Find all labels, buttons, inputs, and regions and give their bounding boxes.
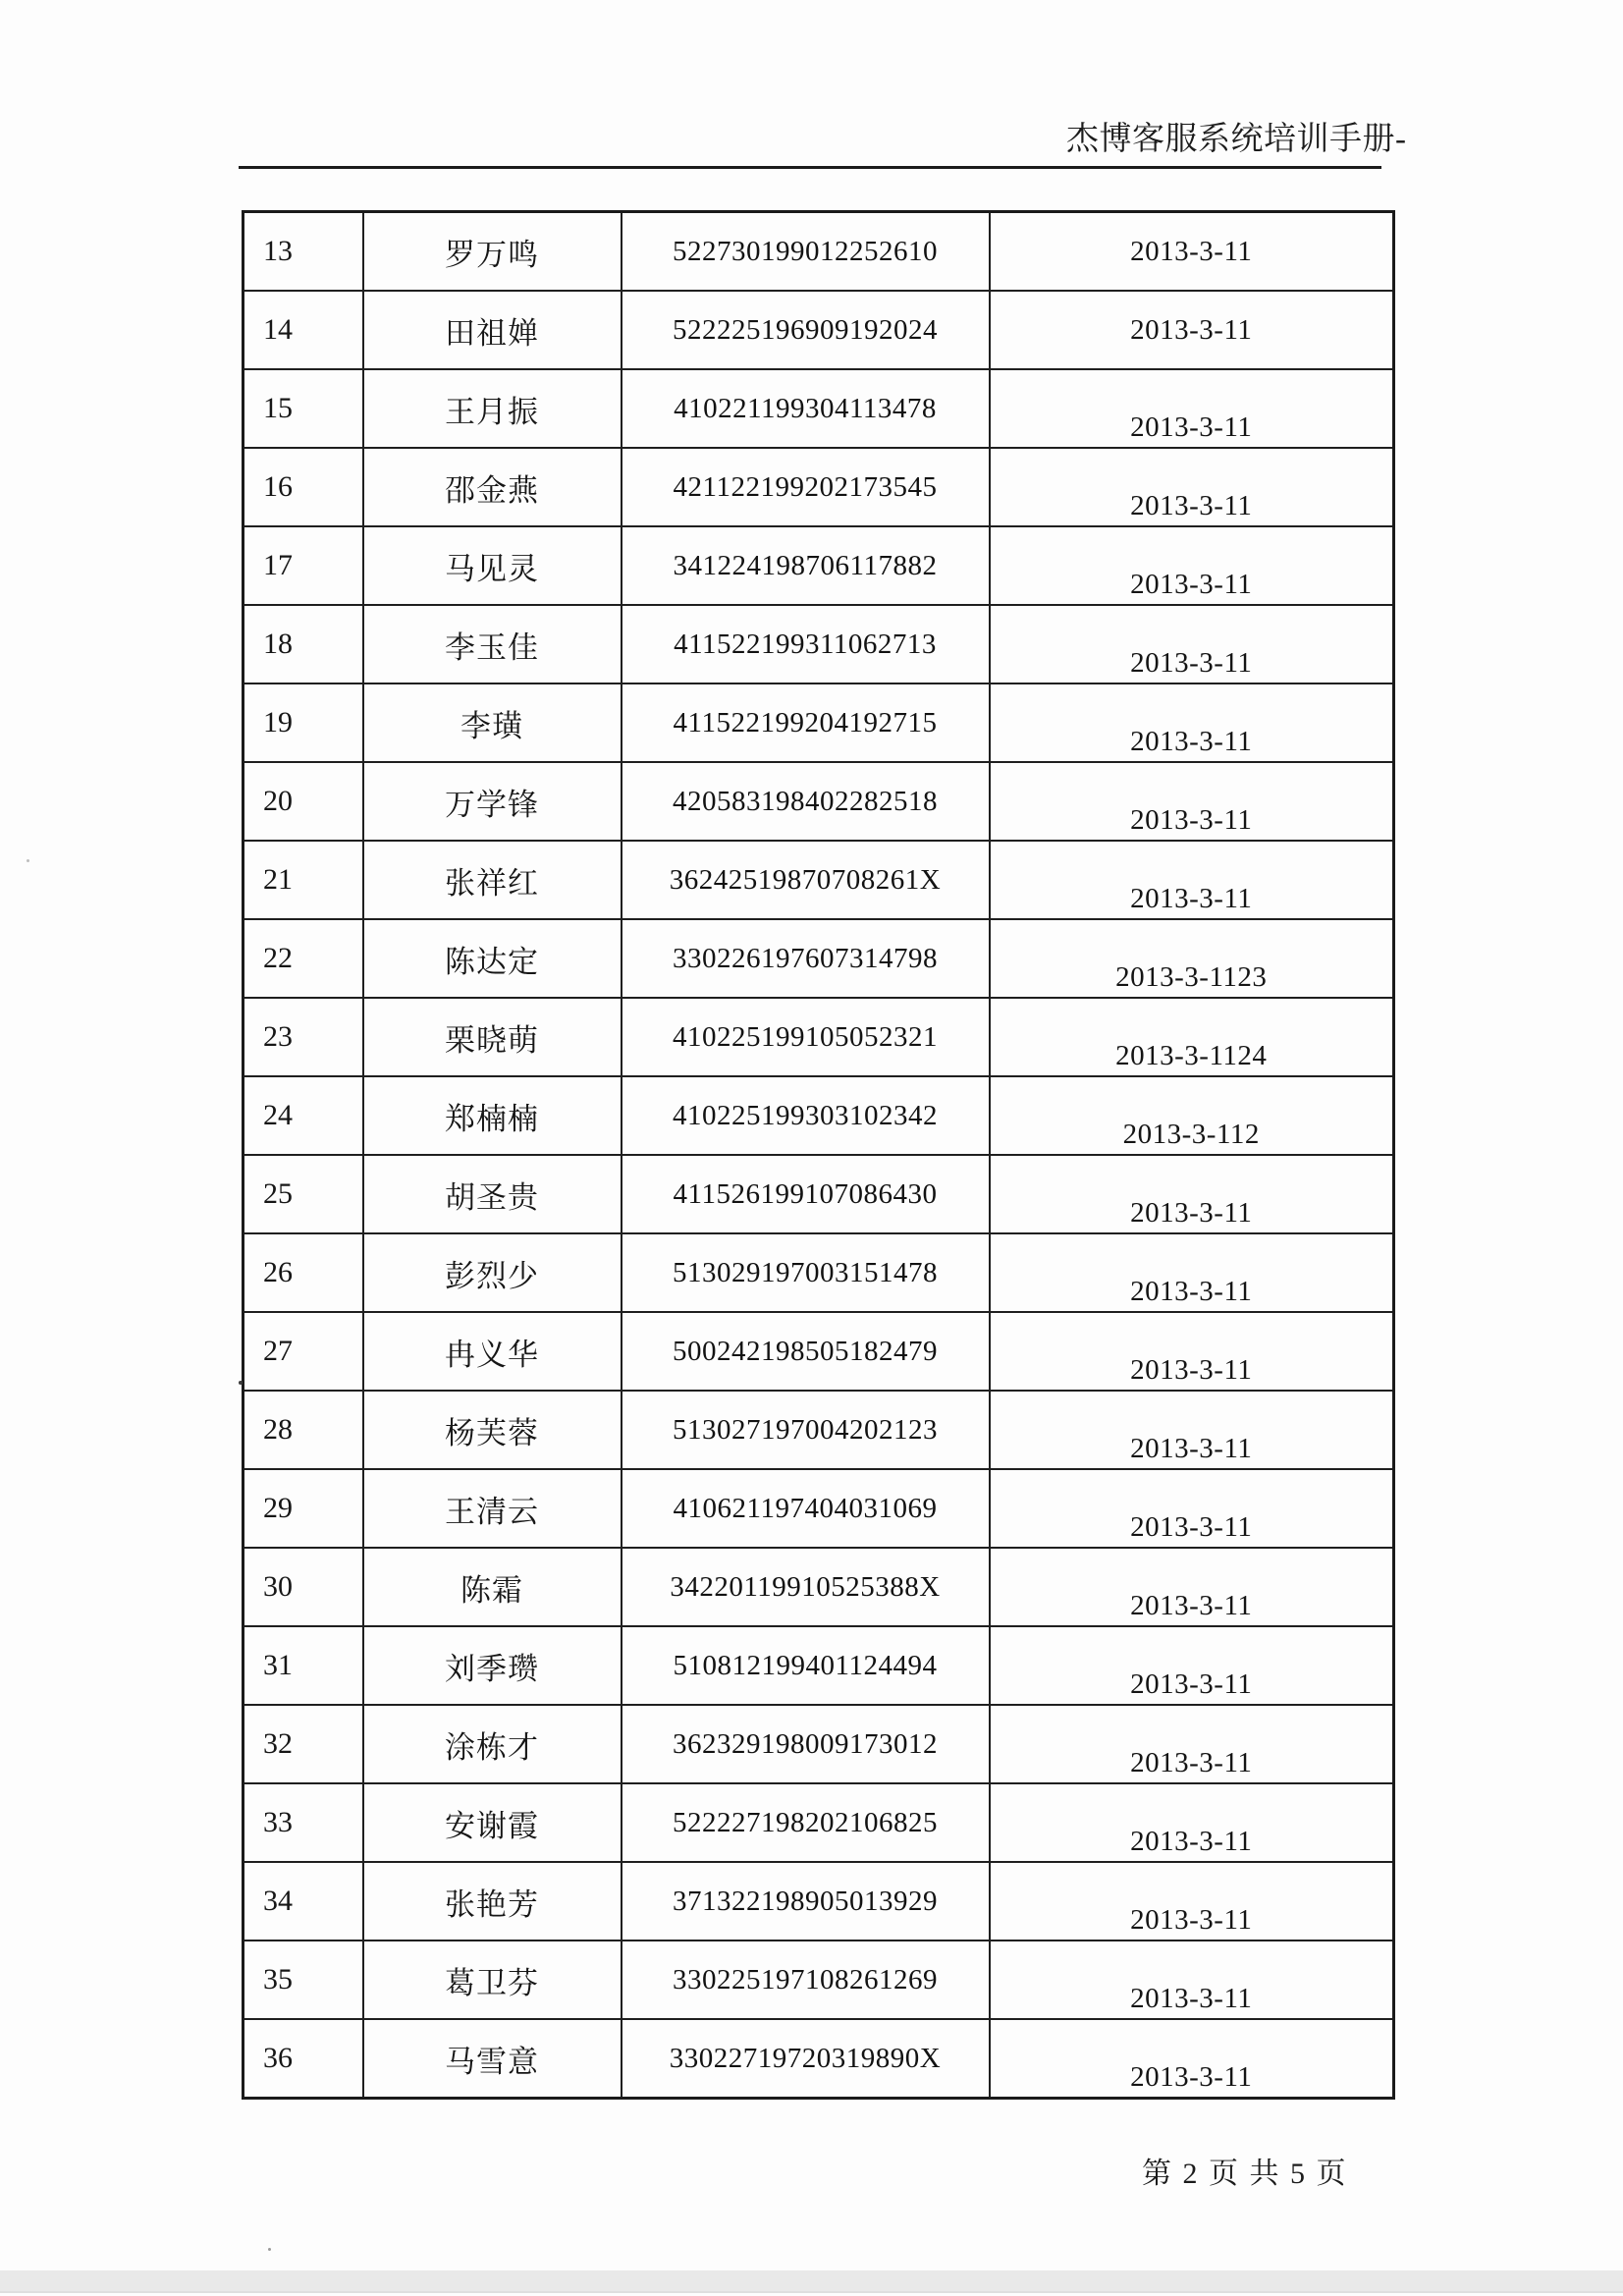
name-cell — [363, 1705, 622, 1783]
date-value: 2013-3-11 — [1130, 882, 1253, 914]
id-number: 371322198905013929 — [673, 1885, 938, 1917]
table-row — [243, 369, 1394, 448]
id-number: 411522199204192715 — [673, 706, 938, 738]
row-number: 25 — [263, 1177, 293, 1210]
date-cell — [990, 369, 1394, 448]
date-value: 2013-3-11 — [1130, 1510, 1253, 1543]
row-number-cell — [243, 212, 363, 292]
id-number: 420583198402282518 — [673, 785, 938, 817]
table-row — [243, 1862, 1394, 1941]
id-number: 500242198505182479 — [673, 1335, 938, 1367]
person-name: 陈达定 — [445, 944, 539, 979]
table-row — [243, 1941, 1394, 2019]
row-number-cell — [243, 762, 363, 841]
person-name: 杨芙蓉 — [445, 1415, 539, 1450]
name-cell — [363, 1233, 622, 1312]
date-value: 2013-3-11 — [1130, 410, 1253, 443]
row-number-cell — [243, 998, 363, 1076]
id-number-cell — [622, 1626, 990, 1705]
id-number: 513027197004202123 — [673, 1413, 938, 1446]
person-name: 邵金燕 — [445, 472, 539, 508]
name-cell — [363, 1469, 622, 1548]
date-cell — [990, 448, 1394, 526]
row-number-cell — [243, 1076, 363, 1155]
row-number: 17 — [263, 549, 293, 581]
id-number: 513029197003151478 — [673, 1256, 938, 1288]
date-value: 2013-3-11 — [1130, 1275, 1253, 1307]
id-number-cell — [622, 1469, 990, 1548]
name-cell — [363, 1391, 622, 1469]
date-value: 2013-3-11 — [1130, 646, 1253, 679]
row-number-cell — [243, 448, 363, 526]
table-row — [243, 1548, 1394, 1626]
date-value: 2013-3-11 — [1130, 1196, 1253, 1229]
row-number-cell — [243, 369, 363, 448]
row-number-cell — [243, 919, 363, 998]
date-value: 2013-3-11 — [1130, 1825, 1253, 1857]
person-name: 涂栋才 — [445, 1729, 539, 1765]
row-number: 30 — [263, 1570, 293, 1603]
date-cell — [990, 1941, 1394, 2019]
id-number-cell — [622, 1705, 990, 1783]
name-cell — [363, 1862, 622, 1941]
person-name: 彭烈少 — [445, 1258, 539, 1293]
name-cell — [363, 1626, 622, 1705]
id-number: 330226197607314798 — [673, 942, 938, 974]
person-name: 马雪意 — [445, 2044, 539, 2079]
person-name: 张艳芳 — [445, 1886, 539, 1922]
id-number: 341224198706117882 — [673, 549, 938, 581]
id-number: 410225199303102342 — [673, 1099, 938, 1131]
date-cell — [990, 1391, 1394, 1469]
name-cell — [363, 762, 622, 841]
person-name: 王清云 — [445, 1494, 539, 1529]
row-number-cell — [243, 1155, 363, 1233]
table-row — [243, 683, 1394, 762]
id-number: 522225196909192024 — [673, 313, 938, 346]
id-number-cell — [622, 1862, 990, 1941]
name-cell — [363, 1941, 622, 2019]
date-value: 2013-3-11 — [1130, 2060, 1253, 2093]
row-number: 24 — [263, 1099, 293, 1131]
row-number: 35 — [263, 1963, 293, 1995]
row-number-cell — [243, 1862, 363, 1941]
date-cell — [990, 1233, 1394, 1312]
row-number: 18 — [263, 628, 293, 660]
row-number: 28 — [263, 1413, 293, 1446]
id-number-cell — [622, 1391, 990, 1469]
name-cell — [363, 605, 622, 683]
name-cell — [363, 212, 622, 292]
row-number: 29 — [263, 1492, 293, 1524]
row-number-cell — [243, 1705, 363, 1783]
row-number: 21 — [263, 863, 293, 896]
page-number-footer: 第 2 页 共 5 页 — [1142, 2158, 1348, 2190]
table-row — [243, 1783, 1394, 1862]
date-value: 2013-3-1123 — [1115, 960, 1268, 993]
name-cell — [363, 683, 622, 762]
name-cell — [363, 291, 622, 369]
date-cell — [990, 683, 1394, 762]
date-cell — [990, 762, 1394, 841]
person-name: 安谢霞 — [445, 1808, 539, 1843]
person-name: 李玉佳 — [445, 629, 539, 665]
row-number: 32 — [263, 1727, 293, 1760]
scan-speck — [268, 2248, 271, 2251]
row-number-cell — [243, 291, 363, 369]
row-number: 36 — [263, 2042, 293, 2074]
person-name: 陈霜 — [460, 1572, 523, 1608]
row-number-cell — [243, 1783, 363, 1862]
person-name: 刘季瓒 — [445, 1651, 539, 1686]
table-row — [243, 1233, 1394, 1312]
id-number: 410221199304113478 — [674, 392, 937, 424]
id-number: 410225199105052321 — [673, 1020, 938, 1053]
id-number: 36242519870708261X — [669, 863, 942, 896]
table-row — [243, 1626, 1394, 1705]
date-cell — [990, 1469, 1394, 1548]
id-number: 362329198009173012 — [673, 1727, 938, 1760]
person-name: 张祥红 — [445, 865, 539, 901]
row-number: 14 — [263, 313, 293, 346]
trainee-roster-table — [242, 210, 1395, 2100]
name-cell — [363, 1076, 622, 1155]
date-value: 2013-3-11 — [1130, 803, 1253, 836]
name-cell — [363, 998, 622, 1076]
scan-speck — [239, 1381, 243, 1385]
table-row — [243, 762, 1394, 841]
person-name: 冉义华 — [445, 1337, 539, 1372]
date-value: 2013-3-11 — [1130, 489, 1253, 521]
name-cell — [363, 841, 622, 919]
id-number-cell — [622, 526, 990, 605]
row-number-cell — [243, 1941, 363, 2019]
table-row — [243, 1391, 1394, 1469]
row-number-cell — [243, 526, 363, 605]
date-value: 2013-3-112 — [1122, 1118, 1260, 1150]
id-number-cell — [622, 291, 990, 369]
table-row — [243, 448, 1394, 526]
date-cell — [990, 841, 1394, 919]
id-number-cell — [622, 998, 990, 1076]
date-cell — [990, 212, 1394, 292]
person-name: 马见灵 — [445, 551, 539, 586]
row-number: 19 — [263, 706, 293, 738]
id-number: 34220119910525388X — [670, 1570, 941, 1603]
id-number-cell — [622, 762, 990, 841]
date-cell — [990, 919, 1394, 998]
name-cell — [363, 1548, 622, 1626]
date-value: 2013-3-11 — [1130, 1746, 1253, 1778]
row-number-cell — [243, 2019, 363, 2099]
id-number-cell — [622, 1233, 990, 1312]
table-row — [243, 841, 1394, 919]
row-number: 27 — [263, 1335, 293, 1367]
date-cell — [990, 1783, 1394, 1862]
row-number: 26 — [263, 1256, 293, 1288]
id-number: 510812199401124494 — [673, 1649, 938, 1681]
table-row — [243, 919, 1394, 998]
row-number: 31 — [263, 1649, 293, 1681]
date-cell — [990, 2019, 1394, 2099]
id-number: 522227198202106825 — [673, 1806, 938, 1838]
table-row — [243, 1312, 1394, 1391]
person-name: 郑楠楠 — [445, 1101, 539, 1136]
row-number: 13 — [263, 235, 293, 267]
id-number-cell — [622, 841, 990, 919]
person-name: 王月振 — [445, 394, 539, 429]
scan-speck — [27, 859, 29, 862]
table-row — [243, 1469, 1394, 1548]
id-number: 410621197404031069 — [673, 1492, 938, 1524]
name-cell — [363, 369, 622, 448]
date-value: 2013-3-11 — [1130, 235, 1253, 267]
id-number-cell — [622, 212, 990, 292]
row-number: 33 — [263, 1806, 293, 1838]
table-row — [243, 2019, 1394, 2099]
date-value: 2013-3-11 — [1130, 1353, 1253, 1386]
date-cell — [990, 1076, 1394, 1155]
scan-edge-band — [0, 2270, 1623, 2293]
date-value: 2013-3-11 — [1130, 725, 1253, 757]
table-row — [243, 1705, 1394, 1783]
date-cell — [990, 1155, 1394, 1233]
date-cell — [990, 1705, 1394, 1783]
row-number: 15 — [263, 392, 293, 424]
table-row — [243, 526, 1394, 605]
person-name: 田祖婵 — [445, 315, 539, 351]
date-cell — [990, 1862, 1394, 1941]
date-cell — [990, 998, 1394, 1076]
date-value: 2013-3-11 — [1130, 568, 1253, 600]
row-number-cell — [243, 1233, 363, 1312]
id-number: 522730199012252610 — [673, 235, 938, 267]
name-cell — [363, 1312, 622, 1391]
date-value: 2013-3-11 — [1130, 1667, 1253, 1700]
header-underline — [239, 166, 1381, 169]
id-number: 411522199311062713 — [674, 628, 937, 660]
row-number-cell — [243, 1312, 363, 1391]
id-number-cell — [622, 919, 990, 998]
date-value: 2013-3-11 — [1130, 313, 1253, 346]
table-row — [243, 1076, 1394, 1155]
row-number-cell — [243, 683, 363, 762]
id-number: 330225197108261269 — [673, 1963, 938, 1995]
id-number-cell — [622, 1155, 990, 1233]
id-number-cell — [622, 1548, 990, 1626]
person-name: 胡圣贵 — [445, 1179, 539, 1215]
id-number-cell — [622, 683, 990, 762]
date-value: 2013-3-11 — [1130, 1982, 1253, 2014]
person-name: 万学锋 — [445, 787, 539, 822]
id-number-cell — [622, 1941, 990, 2019]
id-number: 33022719720319890X — [669, 2042, 942, 2074]
person-name: 罗万鸣 — [445, 237, 539, 272]
name-cell — [363, 919, 622, 998]
row-number-cell — [243, 1391, 363, 1469]
id-number: 411526199107086430 — [673, 1177, 938, 1210]
date-cell — [990, 1626, 1394, 1705]
document-header-title: 杰博客服系统培训手册- — [1066, 122, 1407, 157]
id-number-cell — [622, 605, 990, 683]
row-number-cell — [243, 605, 363, 683]
name-cell — [363, 1783, 622, 1862]
table-row — [243, 1155, 1394, 1233]
id-number-cell — [622, 1783, 990, 1862]
row-number: 22 — [263, 942, 293, 974]
id-number: 421122199202173545 — [673, 470, 938, 503]
table-row — [243, 998, 1394, 1076]
row-number-cell — [243, 841, 363, 919]
table-row — [243, 291, 1394, 369]
name-cell — [363, 1155, 622, 1233]
person-name: 葛卫芬 — [445, 1965, 539, 2000]
name-cell — [363, 448, 622, 526]
row-number-cell — [243, 1469, 363, 1548]
id-number-cell — [622, 1312, 990, 1391]
id-number-cell — [622, 448, 990, 526]
date-cell — [990, 1312, 1394, 1391]
table-row — [243, 212, 1394, 292]
row-number: 20 — [263, 785, 293, 817]
row-number: 34 — [263, 1885, 293, 1917]
row-number-cell — [243, 1626, 363, 1705]
person-name: 李璜 — [460, 708, 523, 743]
date-value: 2013-3-11 — [1130, 1903, 1253, 1936]
date-cell — [990, 605, 1394, 683]
id-number-cell — [622, 1076, 990, 1155]
table-row — [243, 605, 1394, 683]
row-number: 16 — [263, 470, 293, 503]
date-value: 2013-3-1124 — [1115, 1039, 1268, 1071]
name-cell — [363, 526, 622, 605]
row-number: 23 — [263, 1020, 293, 1053]
date-value: 2013-3-11 — [1130, 1589, 1253, 1621]
date-cell — [990, 1548, 1394, 1626]
person-name: 栗晓萌 — [445, 1022, 539, 1058]
date-cell — [990, 291, 1394, 369]
date-cell — [990, 526, 1394, 605]
date-value: 2013-3-11 — [1130, 1432, 1253, 1464]
row-number-cell — [243, 1548, 363, 1626]
id-number-cell — [622, 369, 990, 448]
id-number-cell — [622, 2019, 990, 2099]
name-cell — [363, 2019, 622, 2099]
